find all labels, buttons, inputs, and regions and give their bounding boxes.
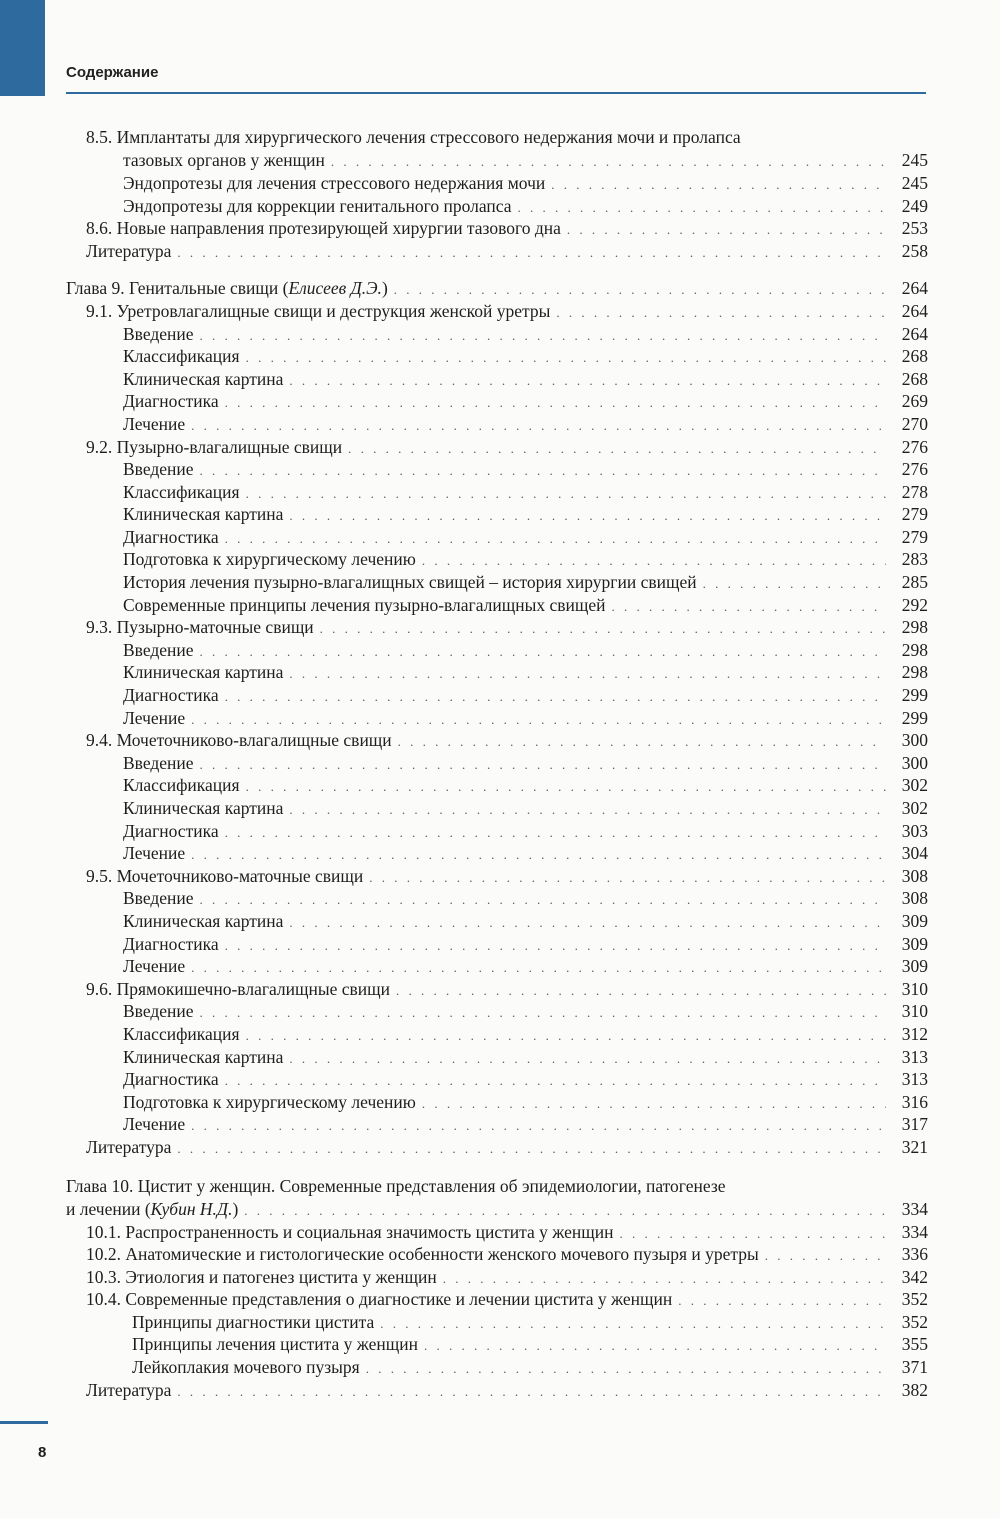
toc-subentry — [66, 571, 928, 594]
entry-page: 316 — [901, 1091, 928, 1112]
toc-entry-8-5-cont — [66, 149, 928, 172]
toc-subentry — [66, 548, 928, 571]
toc-entry-8-6 — [66, 217, 928, 240]
entry-title: Этиология и патогенез цистита у женщин — [125, 1266, 437, 1287]
table-of-contents — [66, 126, 928, 1401]
leader-dots — [200, 641, 886, 664]
toc-entry-literature-10 — [66, 1379, 928, 1402]
toc-sublist-9-4 — [66, 752, 928, 865]
leader-dots — [246, 776, 886, 799]
entry-title: Диагностика — [123, 1069, 219, 1090]
leader-dots — [191, 957, 886, 980]
entry-page: 276 — [901, 459, 928, 480]
entry-title: Мочеточниково-влагалищные свищи — [116, 730, 392, 751]
leader-dots — [289, 505, 886, 528]
entry-title: Классификация — [123, 346, 240, 367]
entry-title: Литература — [86, 1136, 172, 1157]
entry-title: Новые направления протезирующей хирургии тазового дна — [116, 218, 561, 239]
toc-chapter-10-cont — [66, 1198, 928, 1221]
entry-page: 245 — [901, 150, 928, 171]
entry-number: 9.2. — [86, 436, 113, 457]
leader-dots — [177, 1138, 886, 1161]
leader-dots — [191, 1115, 886, 1138]
entry-number: 9.4. — [86, 730, 113, 751]
entry-number: 9.3. — [86, 617, 113, 638]
toc-chapter-9 — [66, 277, 928, 300]
footer-rule — [0, 1421, 48, 1424]
chapter-title — [66, 1198, 238, 1221]
entry-title: Введение — [123, 639, 194, 660]
leader-dots — [177, 242, 886, 265]
leader-dots — [331, 151, 886, 174]
toc-subentry — [66, 413, 928, 436]
toc-subentry — [66, 639, 928, 662]
entry-page: 317 — [901, 1114, 928, 1135]
entry-title: Литература — [86, 1379, 172, 1400]
spacer — [66, 262, 928, 277]
leader-dots — [289, 1048, 886, 1071]
entry-page: 308 — [901, 888, 928, 909]
toc-entry-9-1 — [66, 300, 928, 323]
entry-page: 302 — [901, 798, 928, 819]
leader-dots — [422, 1093, 886, 1116]
leader-dots — [289, 799, 886, 822]
leader-dots — [225, 528, 886, 551]
leader-dots — [246, 1025, 886, 1048]
leader-dots — [200, 889, 886, 912]
leader-dots — [320, 618, 886, 641]
entry-title: Диагностика — [123, 933, 219, 954]
entry-page: 299 — [901, 707, 928, 728]
entry-title: Подготовка к хирургическому лечению — [123, 549, 416, 570]
leader-dots — [518, 197, 887, 220]
entry-page: 355 — [901, 1334, 928, 1355]
toc-subentry — [66, 707, 928, 730]
entry-page: 309 — [901, 956, 928, 977]
entry-number: 8.6. — [86, 218, 113, 239]
entry-page: 283 — [901, 549, 928, 570]
toc-sublist-9-5 — [66, 887, 928, 977]
toc-subentry — [66, 1356, 928, 1379]
chapter-title-close: ) — [232, 1198, 239, 1219]
leader-dots — [765, 1245, 886, 1268]
entry-page: 334 — [901, 1221, 928, 1242]
entry-title: Мочеточниково-маточные свищи — [116, 865, 364, 886]
entry-page: 258 — [901, 240, 928, 261]
entry-title: Клиническая картина — [123, 1046, 284, 1067]
entry-title: Клиническая картина — [123, 662, 284, 683]
leader-dots — [380, 1313, 886, 1336]
toc-entry-literature-9 — [66, 1136, 928, 1159]
leader-dots — [191, 844, 886, 867]
toc-entry-8-5 — [66, 126, 928, 149]
toc-chapter-10 — [66, 1175, 928, 1198]
chapter-title-text: и лечении ( — [66, 1198, 151, 1219]
leader-dots — [225, 392, 886, 415]
entry-page: 279 — [901, 504, 928, 525]
leader-dots — [443, 1268, 886, 1291]
entry-number: 8.5. — [86, 127, 113, 147]
toc-subentry — [66, 323, 928, 346]
entry-page: 334 — [901, 1198, 928, 1219]
toc-subentry — [66, 752, 928, 775]
entry-title: Имплантаты для хирургического лечения стрессового недержания мочи и пролапса — [116, 127, 741, 147]
leader-dots — [225, 935, 886, 958]
entry-title: Литература — [86, 240, 172, 261]
toc-subentry — [66, 661, 928, 684]
leader-dots — [551, 174, 886, 197]
toc-entry-8-5-b — [66, 195, 928, 218]
leader-dots — [246, 483, 886, 506]
leader-dots — [422, 550, 886, 573]
entry-title: Диагностика — [123, 685, 219, 706]
toc-subentry — [66, 458, 928, 481]
entry-number: 10.2. — [86, 1244, 121, 1265]
leader-dots — [396, 980, 886, 1003]
entry-page: 264 — [901, 278, 928, 299]
entry-title: Классификация — [123, 775, 240, 796]
toc-subentry — [66, 887, 928, 910]
entry-page: 298 — [901, 617, 928, 638]
entry-title: Распространенность и социальная значимость цистита у женщин — [125, 1221, 614, 1242]
leader-dots — [225, 822, 886, 845]
leader-dots — [200, 754, 886, 777]
entry-title: Диагностика — [123, 391, 219, 412]
entry-page: 249 — [901, 195, 928, 216]
leader-dots — [200, 460, 886, 483]
toc-entry-10-2 — [66, 1243, 928, 1266]
leader-dots — [678, 1290, 886, 1313]
entry-title: Прямокишечно-влагалищные свищи — [116, 978, 391, 999]
toc-subentry — [66, 481, 928, 504]
toc-subentry — [66, 1113, 928, 1136]
leader-dots — [619, 1223, 886, 1246]
chapter-author: Елисеев Д.Э. — [288, 278, 382, 299]
entry-page: 292 — [901, 594, 928, 615]
chapter-title-text: Глава 9. Генитальные свищи ( — [66, 278, 289, 299]
entry-page: 309 — [901, 910, 928, 931]
entry-title: Эндопротезы для лечения стрессового недержания мочи — [123, 172, 546, 193]
entry-page: 268 — [901, 346, 928, 367]
toc-subentry — [66, 1000, 928, 1023]
entry-title: Введение — [123, 459, 194, 480]
entry-page: 300 — [901, 752, 928, 773]
entry-page: 352 — [901, 1289, 928, 1310]
entry-page: 302 — [901, 775, 928, 796]
leader-dots — [225, 686, 886, 709]
leader-dots — [703, 573, 886, 596]
entry-title: Клиническая картина — [123, 798, 284, 819]
entry-title: тазовых органов у женщин — [123, 150, 325, 171]
toc-sublist-9-2 — [66, 458, 928, 616]
entry-title: Введение — [123, 323, 194, 344]
entry-page: 310 — [901, 978, 928, 999]
leader-dots — [366, 1358, 886, 1381]
entry-title: Классификация — [123, 481, 240, 502]
entry-number: 10.4. — [86, 1289, 121, 1310]
leader-dots — [394, 279, 886, 302]
toc-entry-10-4 — [66, 1288, 928, 1311]
toc-subentry — [66, 842, 928, 865]
leader-dots — [177, 1381, 886, 1404]
entry-number: 9.6. — [86, 978, 113, 999]
toc-sublist-9-6 — [66, 1000, 928, 1136]
entry-title: Клиническая картина — [123, 368, 284, 389]
entry-title: Уретровлагалищные свищи и деструкция женской уретры — [116, 300, 551, 321]
leader-dots — [289, 912, 886, 935]
entry-page: 268 — [901, 368, 928, 389]
toc-subentry — [66, 774, 928, 797]
entry-page: 312 — [901, 1023, 928, 1044]
entry-title: Современные представления о диагностике и лечении цистита у женщин — [125, 1289, 673, 1310]
entry-page: 304 — [901, 843, 928, 864]
entry-page: 336 — [901, 1244, 928, 1265]
toc-subentry — [66, 1333, 928, 1356]
entry-title: Принципы лечения цистита у женщин — [132, 1334, 418, 1355]
toc-subentry — [66, 684, 928, 707]
entry-number: 10.1. — [86, 1221, 121, 1242]
entry-title: Лечение — [123, 956, 186, 977]
entry-page: 298 — [901, 662, 928, 683]
entry-page: 313 — [901, 1046, 928, 1067]
entry-title: Клиническая картина — [123, 910, 284, 931]
entry-title: Диагностика — [123, 526, 219, 547]
entry-title: Диагностика — [123, 820, 219, 841]
entry-title: Анатомические и гистологические особенности женского мочевого пузыря и уретры — [125, 1244, 759, 1265]
entry-title: Лейкоплакия мочевого пузыря — [132, 1357, 360, 1378]
leader-dots — [225, 1070, 886, 1093]
leader-dots — [289, 370, 886, 393]
running-header: Содержание — [66, 64, 159, 81]
entry-title: Введение — [123, 752, 194, 773]
leader-dots — [369, 867, 886, 890]
leader-dots — [289, 663, 886, 686]
page-number: 8 — [38, 1444, 47, 1461]
entry-page: 299 — [901, 685, 928, 706]
toc-subentry — [66, 910, 928, 933]
toc-subentry — [66, 797, 928, 820]
leader-dots — [424, 1335, 886, 1358]
entry-title: Эндопротезы для коррекции генитального пролапса — [123, 195, 512, 216]
entry-page: 313 — [901, 1069, 928, 1090]
leader-dots — [348, 438, 886, 461]
entry-page: 298 — [901, 639, 928, 660]
toc-sublist-9-3 — [66, 639, 928, 729]
entry-title: Пузырно-маточные свищи — [116, 617, 314, 638]
entry-title: Лечение — [123, 707, 186, 728]
entry-title: Лечение — [123, 843, 186, 864]
leader-dots — [556, 302, 886, 325]
entry-page: 264 — [901, 300, 928, 321]
leader-dots — [200, 325, 886, 348]
entry-page: 308 — [901, 865, 928, 886]
leader-dots — [200, 1002, 886, 1025]
entry-title: История лечения пузырно-влагалищных свищей – история хирургии свищей — [123, 572, 697, 593]
entry-page: 321 — [901, 1136, 928, 1157]
entry-title: Современные принципы лечения пузырно-влагалищных свищей — [123, 594, 606, 615]
entry-page: 303 — [901, 820, 928, 841]
toc-entry-10-3 — [66, 1266, 928, 1289]
toc-sublist-10-4 — [66, 1311, 928, 1379]
toc-entry-10-1 — [66, 1221, 928, 1244]
entry-page: 269 — [901, 391, 928, 412]
leader-dots — [398, 731, 886, 754]
toc-entry-9-3 — [66, 616, 928, 639]
leader-dots — [567, 219, 886, 242]
toc-subentry — [66, 820, 928, 843]
toc-subentry — [66, 1091, 928, 1114]
entry-page: 371 — [901, 1357, 928, 1378]
entry-title: Классификация — [123, 1023, 240, 1044]
toc-subentry — [66, 1311, 928, 1334]
entry-page: 285 — [901, 572, 928, 593]
toc-subentry — [66, 526, 928, 549]
entry-page: 310 — [901, 1001, 928, 1022]
leader-dots — [611, 596, 886, 619]
entry-title: Лечение — [123, 1114, 186, 1135]
entry-title: Лечение — [123, 413, 186, 434]
toc-subentry — [66, 503, 928, 526]
toc-entry-9-6 — [66, 978, 928, 1001]
entry-number: 9.1. — [86, 300, 113, 321]
entry-title: Клиническая картина — [123, 504, 284, 525]
entry-page: 309 — [901, 933, 928, 954]
entry-page: 253 — [901, 218, 928, 239]
chapter-author: Кубин Н.Д. — [150, 1198, 233, 1219]
entry-page: 382 — [901, 1379, 928, 1400]
toc-entry-literature-8 — [66, 240, 928, 263]
chapter-title-close: ) — [381, 278, 388, 299]
entry-page: 352 — [901, 1311, 928, 1332]
entry-title: Введение — [123, 1001, 194, 1022]
toc-subentry — [66, 1023, 928, 1046]
entry-page: 279 — [901, 526, 928, 547]
spacer — [66, 1159, 928, 1175]
leader-dots — [244, 1200, 886, 1223]
toc-sublist-9-1 — [66, 323, 928, 436]
entry-title: Введение — [123, 888, 194, 909]
entry-page: 245 — [901, 172, 928, 193]
toc-entry-9-4 — [66, 729, 928, 752]
corner-color-tab — [0, 0, 45, 96]
entry-number: 10.3. — [86, 1266, 121, 1287]
toc-subentry — [66, 955, 928, 978]
leader-dots — [191, 415, 886, 438]
entry-page: 264 — [901, 323, 928, 344]
entry-title: Подготовка к хирургическому лечению — [123, 1091, 416, 1112]
entry-title: Принципы диагностики цистита — [132, 1311, 375, 1332]
toc-subentry — [66, 345, 928, 368]
toc-subentry — [66, 933, 928, 956]
toc-subentry — [66, 368, 928, 391]
chapter-title — [66, 277, 388, 300]
chapter-title: Глава 10. Цистит у женщин. Современные представления об эпидемиологии, патогенезе — [66, 1175, 726, 1196]
entry-page: 276 — [901, 436, 928, 457]
leader-dots — [191, 709, 886, 732]
leader-dots — [246, 347, 886, 370]
toc-entry-9-5 — [66, 865, 928, 888]
toc-subentry — [66, 1068, 928, 1091]
entry-title: Пузырно-влагалищные свищи — [116, 436, 343, 457]
toc-subentry — [66, 1046, 928, 1069]
toc-entry-8-5-a — [66, 172, 928, 195]
toc-subentry — [66, 594, 928, 617]
entry-page: 300 — [901, 730, 928, 751]
toc-entry-9-2 — [66, 436, 928, 459]
header-rule — [66, 92, 926, 94]
entry-page: 278 — [901, 481, 928, 502]
entry-page: 342 — [901, 1266, 928, 1287]
entry-number: 9.5. — [86, 865, 113, 886]
toc-subentry — [66, 390, 928, 413]
entry-page: 270 — [901, 413, 928, 434]
